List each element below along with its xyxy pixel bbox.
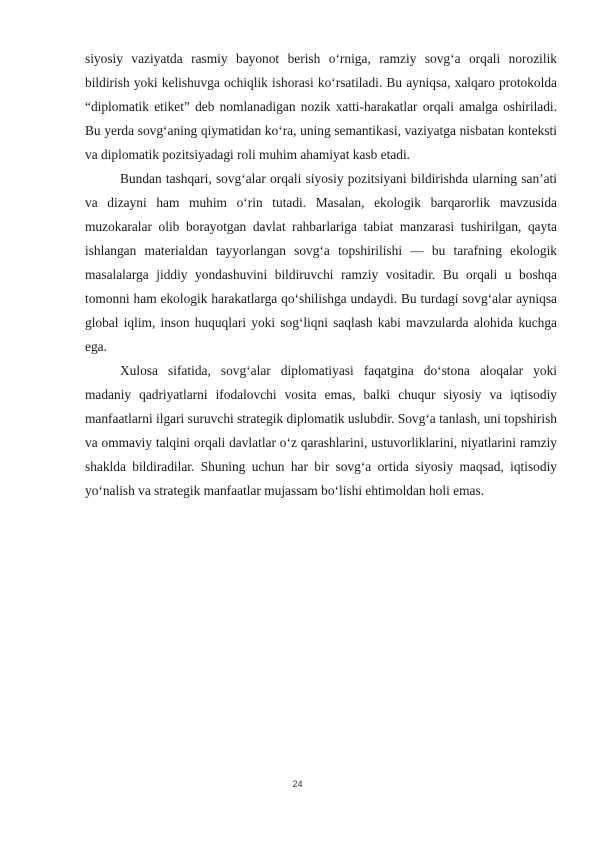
page-number: 24	[292, 779, 303, 789]
paragraph-gift-art-design: Bundan tashqari, sovg‘alar orqali siyosiy pozitsiyani bildirishda ularning san’ati va dizayni ham muhim o‘rin tutadi. Masalan, ekologik barqarorlik mavzusida muzokaralar olib borayotgan davlat rahbarlariga tabiat manzarasi tushirilgan, qayta ishlangan materialdan tayyorlangan sovg‘a topshirilishi — bu tarafning ekologik masalalarga jiddiy yondashuvini bildiruvchi ramziy vositadir. Bu orqali u boshqa tomonni ham ekologik harakatlarga qo‘shilishga undaydi. Bu turdagi sovg‘alar ayniqsa global iqlim, inson huquqlari yoki sog‘liqni saqlash kabi mavzularda alohida kuchga ega.	[85, 171, 557, 354]
paragraph-conclusion: Xulosa sifatida, sovg‘alar diplomatiyasi faqatgina do‘stona aloqalar yoki madaniy qadriyatlarni ifodalovchi vosita emas, balki chuqur siyosiy va iqtisodiy manfaatlarni ilgari suruvchi strategik diplomatik uslubdir. Sovg‘a tanlash, uni topshirish va ommaviy talqini orqali davlatlar o‘z qarashlarini, ustuvorliklarini, niyatlarini ramziy shaklda bildiradilar. Shuning uchun har bir sovg‘a ortida siyosiy maqsad, iqtisodiy yo‘nalish va strategik manfaatlar mujassam bo‘lishi ehtimoldan holi emas.	[85, 363, 557, 498]
body-text	[85, 47, 557, 503]
paragraph-continuation: siyosiy vaziyatda rasmiy bayonot berish o‘rniga, ramziy sovg‘a orqali norozilik bildirish yoki kelishuvga ochiqlik ishorasi ko‘rsatiladi. Bu ayniqsa, xalqaro protokolda “diplomatik etiket” deb nomlanadigan nozik xatti-harakatlar orqali amalga oshiriladi. Bu yerda sovg‘aning qiymatidan ko‘ra, uning semantikasi, vaziyatga nisbatan konteksti va diplomatik pozitsiyadagi roli muhim ahamiyat kasb etadi.	[85, 51, 557, 162]
